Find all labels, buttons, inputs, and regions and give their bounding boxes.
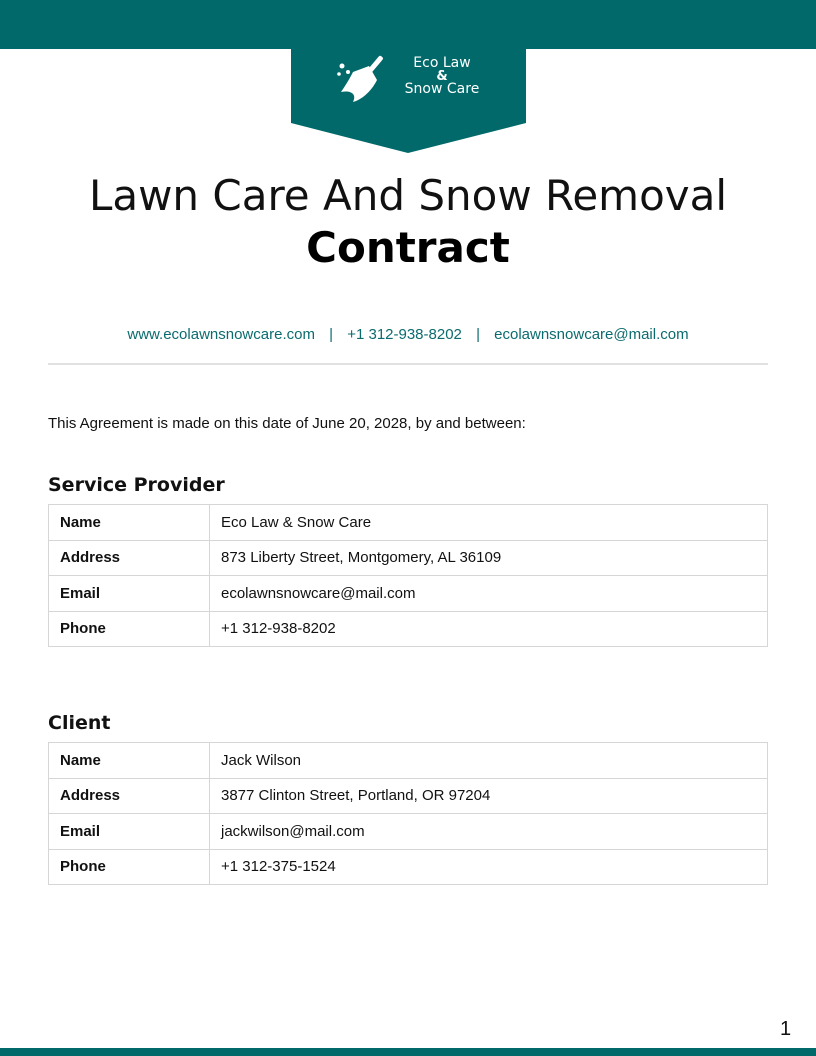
table-row — [49, 505, 768, 541]
separator: | — [329, 326, 334, 343]
table-row — [49, 611, 768, 647]
table-row — [49, 778, 768, 814]
document-title — [0, 170, 816, 274]
page-number: 1 — [780, 1018, 792, 1040]
row-value: Jack Wilson — [210, 743, 768, 779]
row-value: 3877 Clinton Street, Portland, OR 97204 — [210, 778, 768, 814]
row-label: Name — [49, 505, 210, 541]
phone-link[interactable]: +1 312-938-8202 — [347, 326, 462, 343]
row-label: Phone — [49, 611, 210, 647]
table-row — [49, 849, 768, 885]
intro-text: This Agreement is made on this date of June 20, 2028, by and between: — [48, 415, 526, 432]
title-line-2: Contract — [306, 223, 510, 272]
table-row — [49, 743, 768, 779]
brand-line-1: Eco Law — [413, 55, 471, 71]
footer-bar — [0, 1048, 816, 1056]
row-value: 873 Liberty Street, Montgomery, AL 36109 — [210, 540, 768, 576]
client-heading: Client — [48, 712, 111, 734]
row-value: +1 312-375-1524 — [210, 849, 768, 885]
row-value: +1 312-938-8202 — [210, 611, 768, 647]
separator: | — [476, 326, 480, 343]
brand-ampersand: & — [436, 69, 448, 84]
row-label: Name — [49, 743, 210, 779]
table-row — [49, 814, 768, 850]
title-line-1: Lawn Care And Snow Removal — [88, 171, 728, 220]
brand-name — [387, 57, 497, 96]
divider — [48, 363, 768, 365]
row-value: Eco Law & Snow Care — [210, 505, 768, 541]
contact-line — [0, 326, 816, 343]
logo-banner — [291, 0, 526, 154]
row-value: jackwilson@mail.com — [210, 814, 768, 850]
row-label: Email — [49, 576, 210, 612]
row-label: Email — [49, 814, 210, 850]
row-value: ecolawnsnowcare@mail.com — [210, 576, 768, 612]
row-label: Address — [49, 778, 210, 814]
row-label: Phone — [49, 849, 210, 885]
service-provider-table — [48, 504, 768, 647]
service-provider-heading: Service Provider — [48, 474, 225, 496]
client-table — [48, 742, 768, 885]
website-link[interactable]: www.ecolawnsnowcare.com — [127, 326, 315, 343]
brand-line-2: Snow Care — [404, 81, 480, 97]
table-row — [49, 540, 768, 576]
table-row — [49, 576, 768, 612]
row-label: Address — [49, 540, 210, 576]
email-link[interactable]: ecolawnsnowcare@mail.com — [494, 326, 689, 343]
